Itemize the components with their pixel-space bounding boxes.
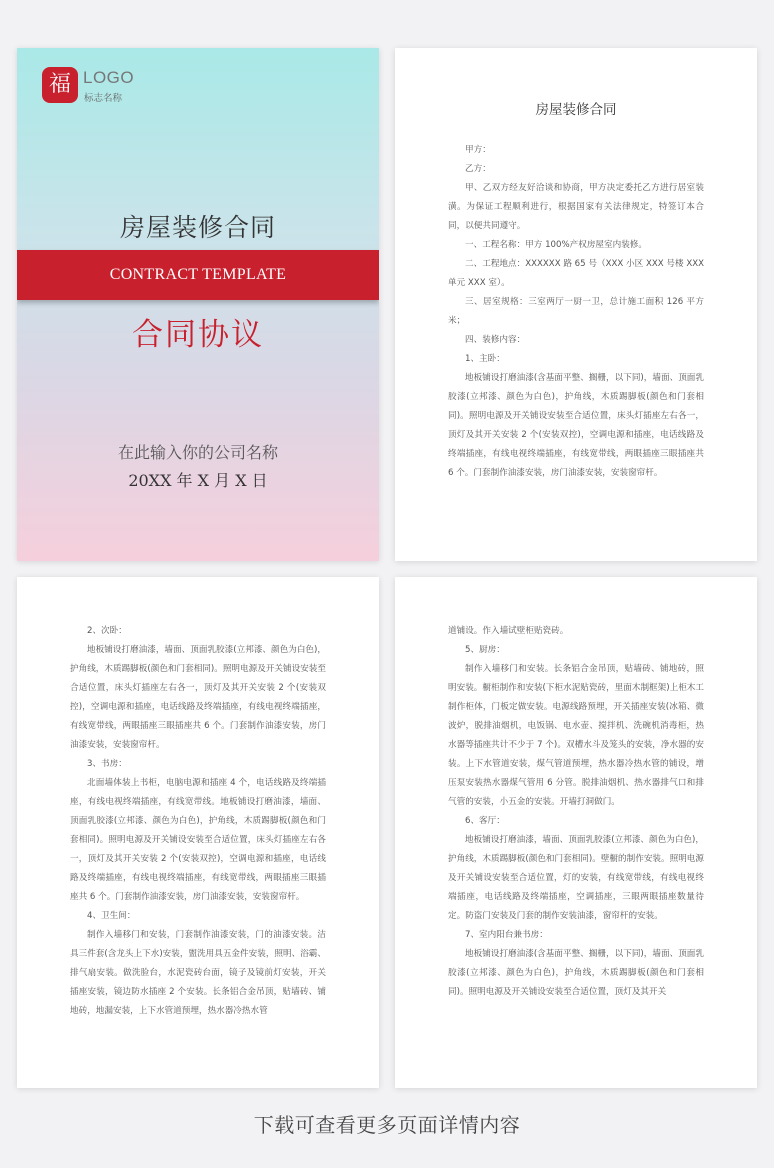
paragraph: 三、居室规格：三室两厅一厨一卫，总计施工面积 126 平方米； (448, 297, 704, 326)
paragraph: 制作入墙移门和安装，门套制作油漆安装，门的油漆安装。洁具三件套(含龙头上下水)安装，盥洗用具五金件安装，照明、浴霸、排气扇安装。做洗脸台，水泥瓷砖台面，镜子及镜前灯安装，开关插座安装，镜边防水插座 2 个安装。长条铝合金吊顶，贴墙砖、铺地砖，地漏安装，上下水管道预埋，热水器冷热水管 (70, 930, 326, 1016)
paragraph: 2、次卧： (87, 626, 127, 636)
document-page-2 (17, 577, 379, 1088)
paragraph: 四、装修内容： (465, 335, 526, 345)
paragraph: 地板铺设打磨油漆(含基面平整、搁栅，以下同)，墙面、顶面乳胶漆(立邦漆、颜色为白色)，护角线，木质踢脚板(颜色和门套相同)。照明电源及开关铺设安装至合适位置，顶灯及其开关 (448, 949, 704, 997)
contract-date: 20XX 年 X 月 X 日 (128, 471, 268, 490)
paragraph: 1、主卧： (465, 354, 505, 364)
paragraph: 道铺设。作入墙试壁柜贴瓷砖。 (448, 626, 569, 636)
cover-subtitle: 合同协议 (132, 317, 264, 353)
paragraph: 地板铺设打磨油漆，墙面、顶面乳胶漆(立邦漆、颜色为白色)，护角线，木质踢脚板(颜色和门套相同)。照明电源及开关铺设安装至合适位置，床头灯插座左右各一，顶灯及其开关安装 2 个(安装双控)，空调电源和插座，电话线路及终端插座，有线电视终端插座，有线宽带线，两眼插座三眼插座共 6 个。门套制作油漆安装，房门油漆安装，安装窗帘杆。 (70, 645, 326, 750)
paragraph: 甲、乙双方经友好洽谈和协商，甲方决定委托乙方进行居室装潢。为保证工程顺利进行，根据国家有关法律规定，特签订本合同，以便共同遵守。 (448, 183, 704, 231)
cover-page (17, 48, 379, 561)
paragraph: 乙方： (465, 164, 491, 174)
paragraph: 地板铺设打磨油漆，墙面、顶面乳胶漆(立邦漆、颜色为白色)，护角线，木质踢脚板(颜色和门套相同)。壁橱的制作安装。照明电源及开关铺设安装至合适位置，灯的安装，有线宽带线，有线电视终端插座，电话线路及终端插座，空调插座，三眼两眼插座数量待定。防盗门安装及门套的制作安装油漆，窗帘杆的安装。 (448, 835, 704, 921)
page-body (448, 141, 704, 483)
paragraph: 4、卫生间： (87, 911, 136, 921)
document-page-3 (395, 577, 757, 1088)
document-page-1 (395, 48, 757, 561)
paragraph: 7、室内阳台兼书房： (465, 930, 548, 940)
page-body (70, 622, 326, 1021)
paragraph: 一、工程名称：甲方 100%产权房屋室内装修。 (465, 240, 647, 250)
page-body (448, 622, 704, 1002)
paragraph: 制作入墙移门和安装。长条铝合金吊顶，贴墙砖、铺地砖，照明安装。橱柜制作和安装(下柜水泥贴瓷砖，里面木制框架)上柜木工制作柜体，门板定做安装。电源线路预埋，开关插座安装(冰箱、微波炉，脱排油烟机，电饭锅、电水壶、搅拌机、洗碗机消毒柜，热水器等插座共计不少于 7 个)。双槽水斗及笼头的安装，净水器的安装。上下水管道安装，煤气管道预埋，热水器冷热水管的铺设，增压泵安装热水器煤气管用 6 分管。脱排油烟机、热水器排气口和排气管的安装，小五金的安装。开墙打洞做门。 (448, 664, 704, 807)
contract-template-band: CONTRACT TEMPLATE (17, 250, 379, 300)
more-pages-caption: 下载可查看更多页面详情内容 (253, 1113, 521, 1137)
page-title: 房屋装修合同 (535, 102, 617, 118)
logo-icon: 福 (42, 67, 78, 103)
paragraph: 5、厨房： (465, 645, 505, 655)
cover-title: 房屋装修合同 (119, 213, 276, 242)
logo-text: LOGO (83, 68, 135, 87)
paragraph: 地板铺设打磨油漆(含基面平整、搁栅，以下同)，墙面、顶面乳胶漆(立邦漆、颜色为白色)，护角线，木质踢脚板(颜色和门套相同)。照明电源及开关铺设安装至合适位置，床头灯插座左右各一，顶灯及其开关安装 2 个(安装双控)，空调电源和插座，电话线路及终端插座，有线电视终端插座，有线宽带线，两眼插座三眼插座共 6 个。门套制作油漆安装，房门油漆安装，安装窗帘杆。 (448, 373, 704, 478)
paragraph: 甲方： (465, 145, 491, 155)
paragraph: 二、工程地点：XXXXXX 路 65 号（XXX 小区 XXX 号楼 XXX 单元 XXX 室）。 (448, 259, 704, 288)
paragraph: 北面墙体装上书柜，电脑电源和插座 4 个，电话线路及终端插座，有线电视终端插座，有线宽带线。地板铺设打磨油漆，墙面、顶面乳胶漆(立邦漆、颜色为白色)，护角线，木质踢脚板(颜色和门套相同)。照明电源及开关铺设安装至合适位置，床头灯插座左右各一，顶灯及其开关安装 2 个(安装双控)，空调电源和插座，电话线路及终端插座，有线电视终端插座，有线宽带线，两眼插座三眼插座共 6 个。门套制作油漆安装，房门油漆安装，安装窗帘杆。 (70, 778, 326, 902)
paragraph: 3、书房： (87, 759, 127, 769)
company-name: 在此输入你的公司名称 (117, 443, 278, 462)
paragraph: 6、客厅： (465, 816, 505, 826)
logo-subtitle: 标志名称 (84, 93, 123, 104)
